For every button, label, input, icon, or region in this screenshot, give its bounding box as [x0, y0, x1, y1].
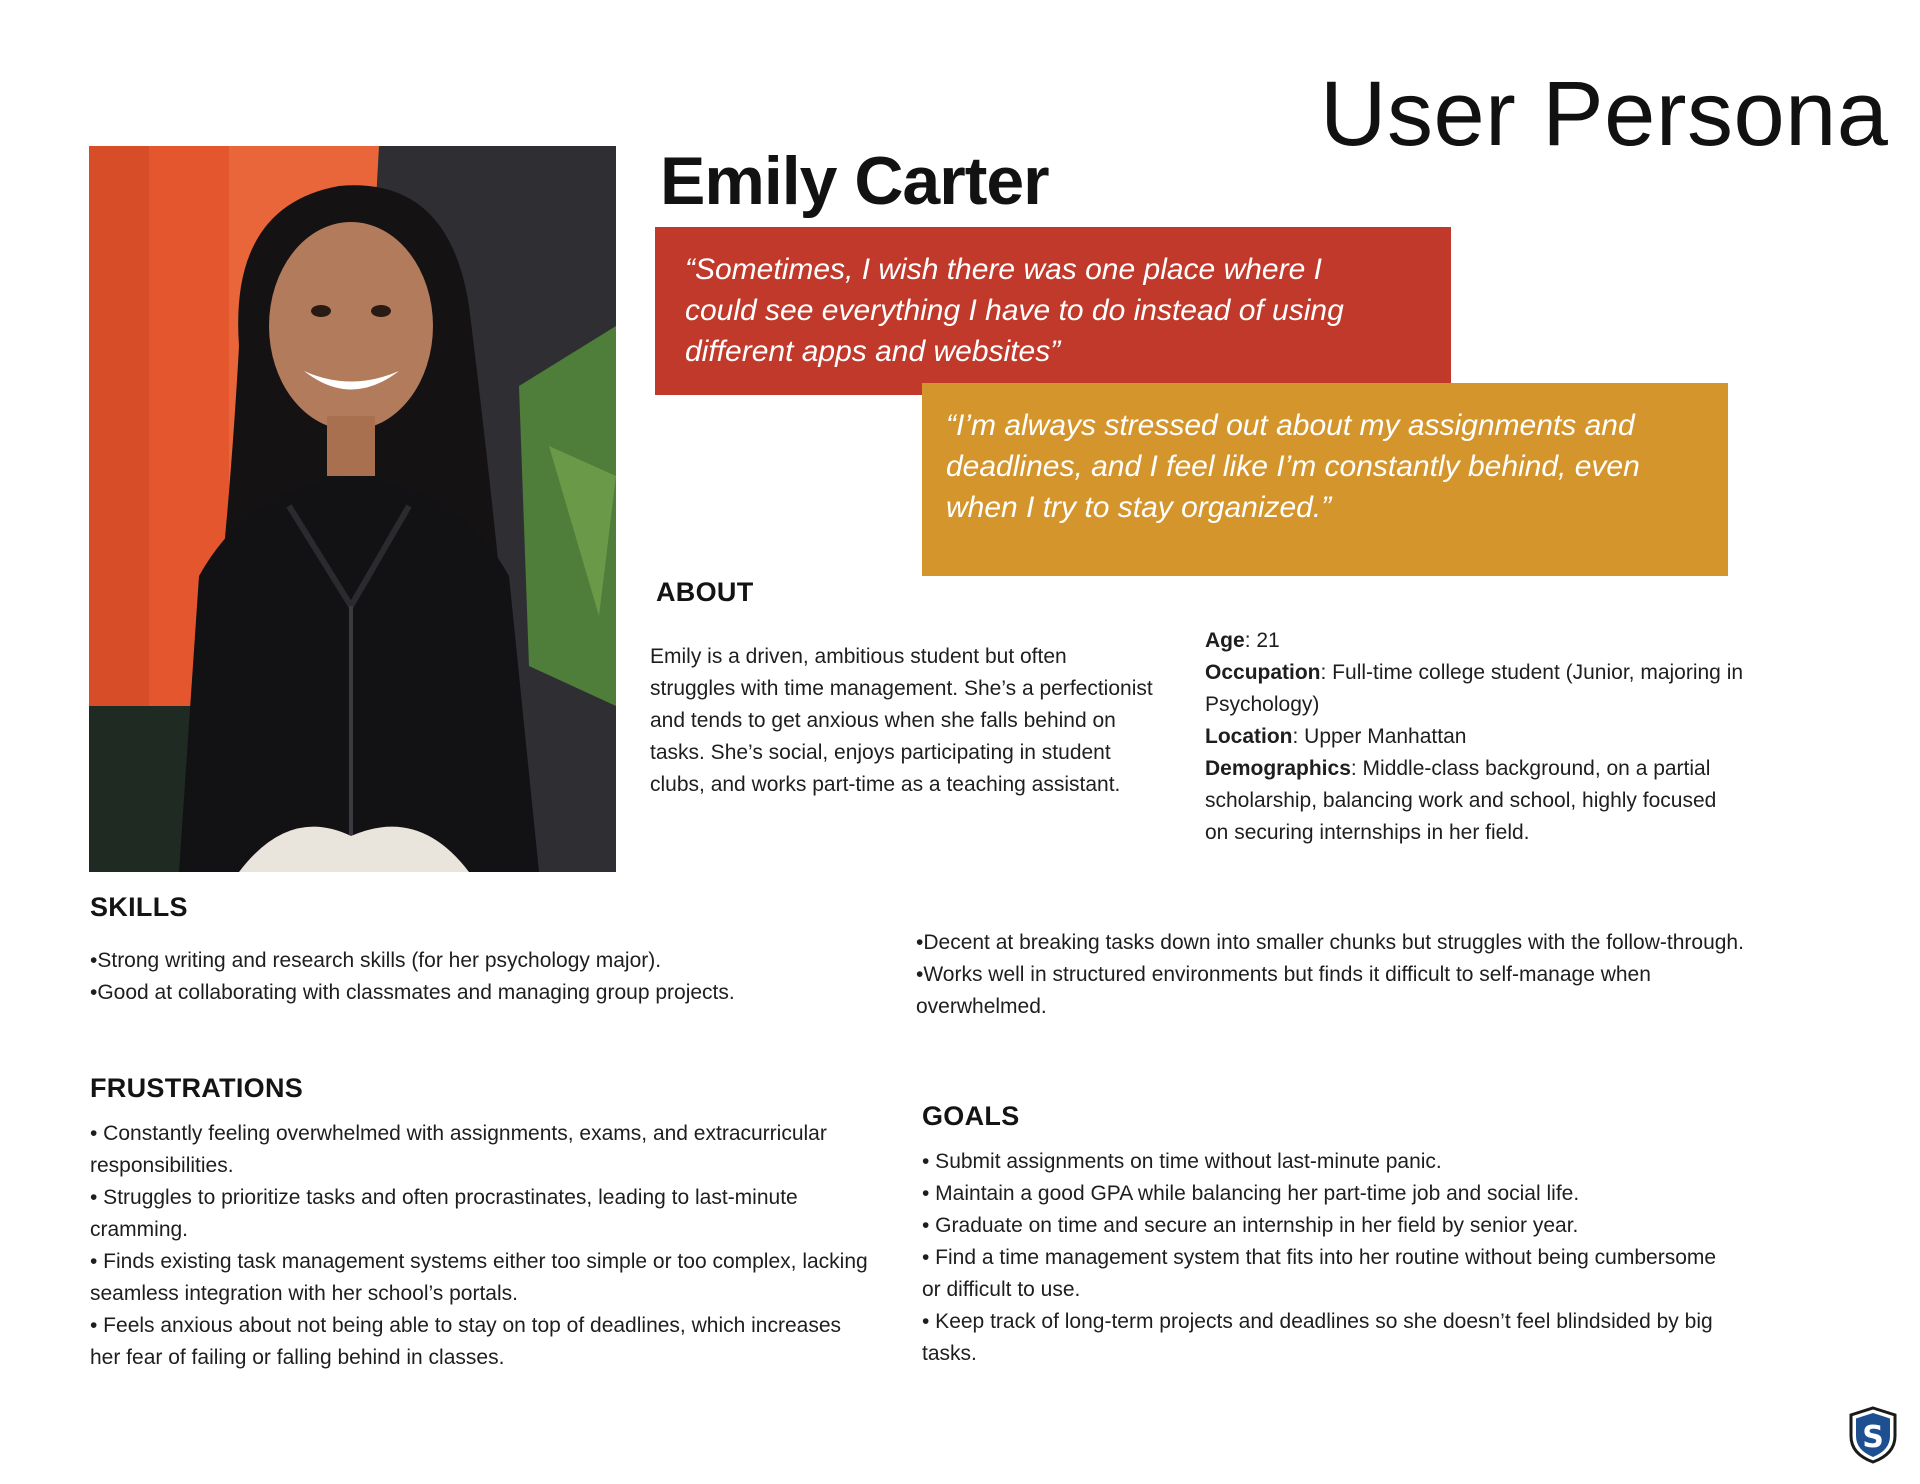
list-item: • Submit assignments on time without last-minute panic. — [922, 1150, 1442, 1173]
list-item: • Keep track of long-term projects and deadlines so she doesn’t feel blindsided by big tasks. — [922, 1310, 1713, 1365]
list-item: •Good at collaborating with classmates and managing group projects. — [90, 981, 735, 1004]
fact-location — [1205, 721, 1745, 753]
persona-facts — [1205, 625, 1745, 849]
persona-name: Emily Carter — [660, 143, 1049, 219]
quote-card-primary — [655, 227, 1451, 395]
frustrations-heading: FRUSTRATIONS — [90, 1073, 304, 1103]
fact-label: Occupation — [1205, 661, 1321, 684]
persona-photo — [89, 146, 616, 872]
fact-value: : Upper Manhattan — [1292, 725, 1467, 748]
skills-heading: SKILLS — [90, 892, 188, 922]
fact-age — [1205, 625, 1745, 657]
logo-letter: S — [1862, 1420, 1884, 1455]
fact-demographics — [1205, 753, 1745, 849]
list-item: • Maintain a good GPA while balancing her part-time job and social life. — [922, 1182, 1580, 1205]
quote-text: “Sometimes, I wish there was one place where I could see everything I have to do instead of using different apps and websites” — [685, 253, 1344, 368]
fact-value: : Full-time college student (Junior, majoring in Psychology) — [1205, 661, 1744, 716]
fact-label: Demographics — [1205, 757, 1351, 780]
s-shield-logo-icon — [1848, 1406, 1898, 1464]
fact-label: Age — [1205, 629, 1245, 652]
list-item: • Find a time management system that fits into her routine without being cumbersome or difficult to use. — [922, 1246, 1717, 1301]
frustrations-list — [90, 1118, 870, 1374]
goals-list — [922, 1146, 1722, 1370]
list-item: • Struggles to prioritize tasks and often procrastinates, leading to last-minute cramming. — [90, 1186, 798, 1241]
skills-list-left — [90, 945, 890, 1009]
list-item: •Strong writing and research skills (for her psychology major). — [90, 949, 662, 972]
quote-card-secondary — [922, 383, 1728, 576]
brand-logo — [1848, 1406, 1898, 1464]
page-title: User Persona — [1320, 63, 1889, 165]
list-item: • Feels anxious about not being able to stay on top of deadlines, which increases her fear of failing or falling behind in classes. — [90, 1314, 841, 1369]
about-heading: ABOUT — [656, 577, 754, 607]
skills-list-right — [916, 927, 1746, 1023]
list-item: • Constantly feeling overwhelmed with assignments, exams, and extracurricular responsibilities. — [90, 1122, 827, 1177]
quote-text: “I’m always stressed out about my assignments and deadlines, and I feel like I’m constantly behind, even when I try to stay organized.” — [946, 409, 1640, 524]
list-item: •Works well in structured environments but finds it difficult to self-manage when overwhelmed. — [916, 963, 1651, 1018]
list-item: • Finds existing task management systems either too simple or too complex, lacking seamless integration with her school’s portals. — [90, 1250, 868, 1305]
fact-occupation — [1205, 657, 1745, 721]
about-text: Emily is a driven, ambitious student but often struggles with time management. She’s a perfectionist and tends to get anxious when she falls behind on tasks. She’s social, enjoys participating in student clubs, and works part-time as a teaching assistant. — [650, 645, 1153, 796]
list-item: • Graduate on time and secure an internship in her field by senior year. — [922, 1214, 1579, 1237]
fact-label: Location — [1205, 725, 1293, 748]
fact-value: : 21 — [1244, 629, 1280, 652]
fact-value: : Middle-class background, on a partial scholarship, balancing work and school, highly focused on securing internships in her field. — [1205, 757, 1717, 844]
goals-heading: GOALS — [922, 1101, 1020, 1131]
portrait-photo-icon — [89, 146, 616, 872]
list-item: •Decent at breaking tasks down into smaller chunks but struggles with the follow-through. — [916, 931, 1744, 954]
